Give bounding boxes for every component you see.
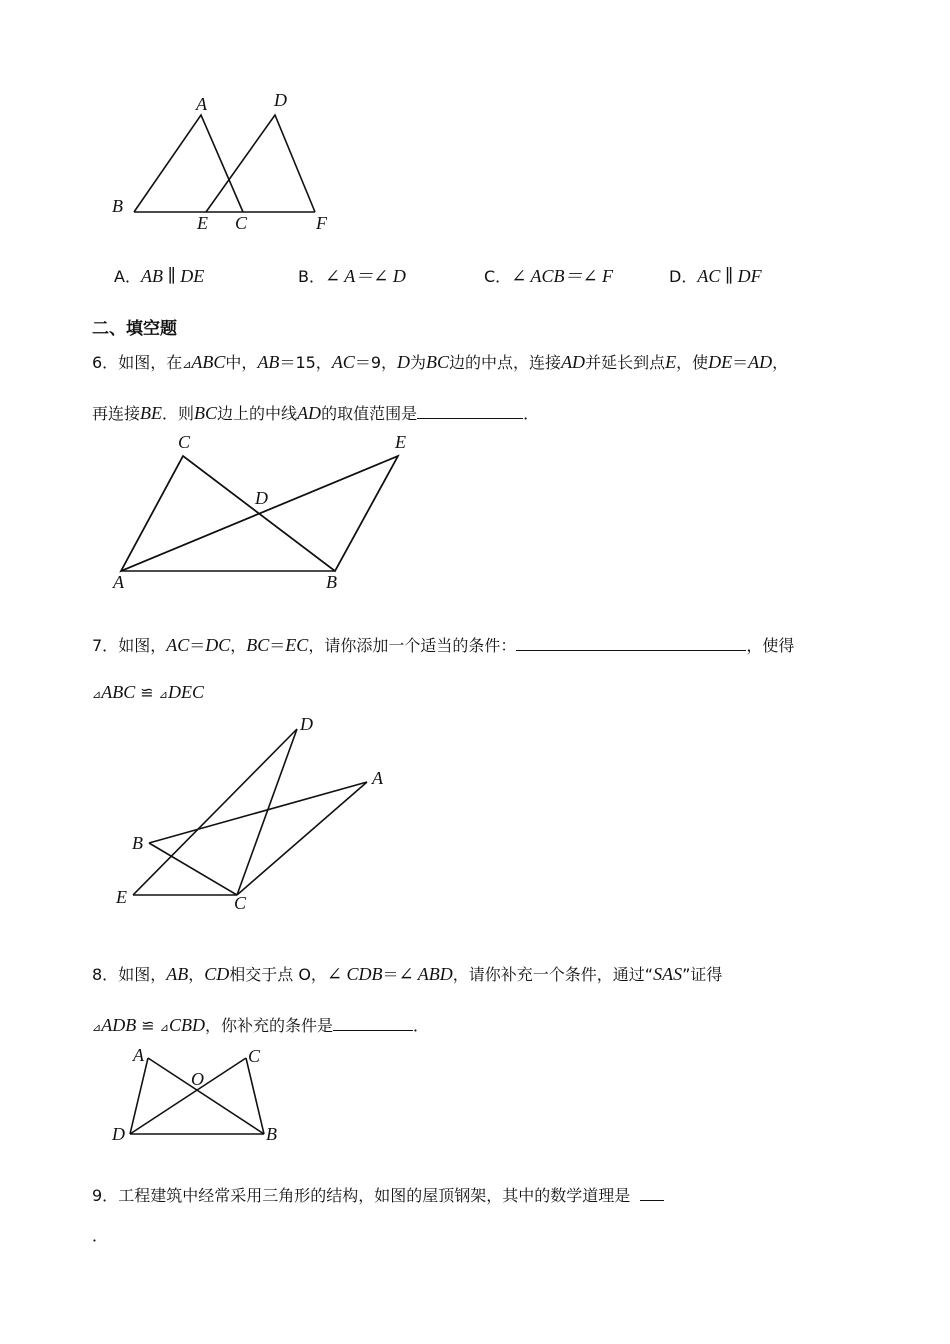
q6-label-e: E: [395, 432, 406, 452]
option-a[interactable]: A．AB ∥ DE: [114, 266, 205, 286]
section-title: 二、填空题: [92, 319, 177, 339]
label-a: A: [196, 94, 207, 114]
q8-label-c: C: [248, 1046, 261, 1066]
q6-label-a: A: [113, 572, 124, 592]
q8-label-a: A: [133, 1045, 144, 1065]
option-b[interactable]: B．∠ A＝∠ D: [298, 266, 406, 286]
q7-line2: ⊿ABC ≌ ⊿DEC: [92, 682, 205, 702]
line-dc: [130, 1058, 246, 1134]
q8-line2: ⊿ADB ≌ ⊿CBD，你补充的条件是 ．: [92, 1015, 430, 1035]
q7-label-c: C: [234, 893, 247, 913]
q7-line1: 7．如图，AC＝DC，BC＝EC，请你添加一个适当的条件： ，使得: [92, 635, 795, 655]
q6-line2: 再连接BE．则BC边上的中线AD的取值范围是 ．: [92, 403, 540, 423]
label-f: F: [316, 213, 327, 233]
q6-label-b: B: [326, 572, 337, 592]
q8-label-b: B: [266, 1124, 277, 1144]
q7-label-b: B: [132, 833, 143, 853]
q9-answer-blank[interactable]: [640, 1184, 664, 1201]
option-d[interactable]: D．AC ∥ DF: [669, 266, 762, 286]
line-bc: [246, 1058, 264, 1134]
q7-label-e: E: [116, 887, 127, 907]
label-b: B: [112, 196, 123, 216]
q6-line1: 6．如图，在⊿ABC中，AB＝15，AC＝9，D为BC边的中点，连接AD并延长到点E，使DE＝AD，: [92, 352, 789, 372]
label-c: C: [235, 213, 248, 233]
q7-label-a: A: [372, 768, 383, 788]
q9-line1: 9．工程建筑中经常采用三角形的结构，如图的屋顶钢架，其中的数学道理是: [92, 1184, 664, 1206]
label-e: E: [197, 213, 208, 233]
label-d: D: [274, 90, 287, 110]
line-ad: [130, 1058, 148, 1134]
q8-label-d: D: [112, 1124, 125, 1144]
q6-label-c: C: [178, 432, 191, 452]
line-ab: [148, 1058, 264, 1134]
q6-label-d: D: [255, 488, 268, 508]
q9-line2: ．: [92, 1226, 109, 1245]
q8-label-o: O: [191, 1069, 204, 1089]
q7-label-d: D: [300, 714, 313, 734]
q8-line1: 8．如图，AB，CD相交于点 O，∠ CDB＝∠ ABD，请你补充一个条件，通过“SAS”证得: [92, 964, 723, 984]
option-c[interactable]: C．∠ ACB＝∠ F: [484, 266, 614, 286]
